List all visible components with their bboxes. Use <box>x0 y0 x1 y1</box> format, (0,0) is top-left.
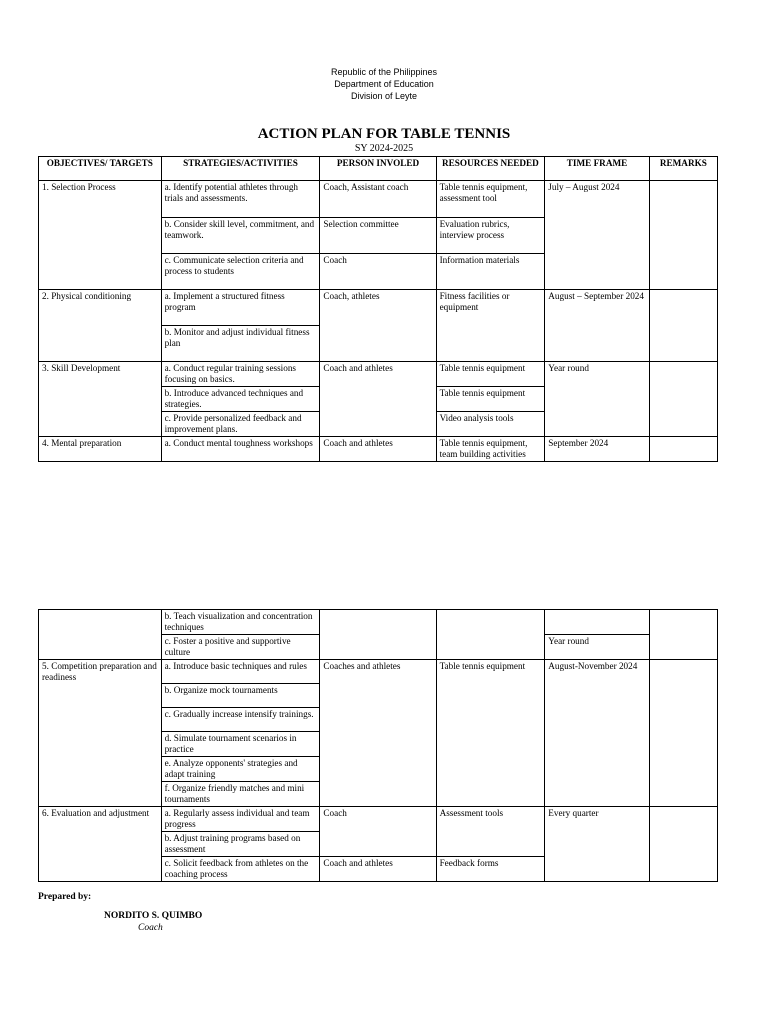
remarks-cell <box>649 362 717 437</box>
strategy-cell: f. Organize friendly matches and mini tournaments <box>161 782 320 807</box>
person-cell: Coach <box>320 807 436 857</box>
col-person: PERSON INVOLED <box>320 157 436 181</box>
strategy-cell: a. Conduct mental toughness workshops <box>161 437 320 462</box>
strategy-cell: d. Simulate tournament scenarios in practice <box>161 732 320 757</box>
time-frame-cell: Year round <box>545 635 649 660</box>
objective-cell: 5. Competition preparation and readiness <box>39 660 162 807</box>
strategy-cell: a. Identify potential athletes through trials and assessments. <box>161 181 320 218</box>
header-line-1: Republic of the Philippines <box>330 67 438 77</box>
remarks-cell <box>649 181 717 290</box>
person-cell <box>320 610 436 660</box>
time-frame-cell: Every quarter <box>545 807 649 882</box>
col-strategies: STRATEGIES/ACTIVITIES <box>161 157 320 181</box>
person-cell: Coaches and athletes <box>320 660 436 807</box>
col-remarks: REMARKS <box>649 157 717 181</box>
strategy-cell: e. Analyze opponents' strategies and adapt training <box>161 757 320 782</box>
strategy-cell: b. Adjust training programs based on assessment <box>161 832 320 857</box>
time-frame-cell: August-November 2024 <box>545 660 649 807</box>
table-row <box>39 290 718 326</box>
person-cell: Coach and athletes <box>320 362 436 437</box>
resource-cell: Table tennis equipment <box>436 362 545 387</box>
remarks-cell <box>649 290 717 362</box>
person-cell: Coach and athletes <box>320 437 436 462</box>
preparer-role: Coach <box>138 923 163 933</box>
strategy-cell: b. Monitor and adjust individual fitness plan <box>161 326 320 362</box>
person-cell: Coach <box>320 254 436 290</box>
resource-cell: Table tennis equipment <box>436 387 545 412</box>
strategy-cell: b. Teach visualization and concentration techniques <box>161 610 320 635</box>
preparer-name: NORDITO S. QUIMBO <box>104 911 203 921</box>
school-year: SY 2024-2025 <box>354 143 414 154</box>
col-resources: RESOURCES NEEDED <box>436 157 545 181</box>
table-row <box>39 610 718 635</box>
objective-cell: 4. Mental preparation <box>39 437 162 462</box>
resource-cell <box>436 610 545 660</box>
table-row <box>39 660 718 684</box>
strategy-cell: b. Organize mock tournaments <box>161 684 320 708</box>
action-plan-table-page2 <box>38 609 718 882</box>
table-row <box>39 807 718 832</box>
table-row <box>39 437 718 462</box>
col-time-frame: TIME FRAME <box>545 157 649 181</box>
header-line-3: Division of Leyte <box>350 91 418 101</box>
action-plan-table-page1 <box>38 156 718 462</box>
time-frame-cell <box>545 610 649 635</box>
resource-cell: Fitness facilities or equipment <box>436 290 545 362</box>
prepared-by-label: Prepared by: <box>38 892 92 902</box>
time-frame-cell: Year round <box>545 362 649 437</box>
objective-cell: 6. Evaluation and adjustment <box>39 807 162 882</box>
strategy-cell: b. Consider skill level, commitment, and teamwork. <box>161 218 320 254</box>
resource-cell: Information materials <box>436 254 545 290</box>
resource-cell: Evaluation rubrics, interview process <box>436 218 545 254</box>
time-frame-cell: August – September 2024 <box>545 290 649 362</box>
resource-cell: Table tennis equipment, assessment tool <box>436 181 545 218</box>
document-title: ACTION PLAN FOR TABLE TENNIS <box>257 126 511 142</box>
strategy-cell: c. Solicit feedback from athletes on the coaching process <box>161 857 320 882</box>
remarks-cell <box>649 660 717 807</box>
strategy-cell: a. Implement a structured fitness program <box>161 290 320 326</box>
time-frame-cell: July – August 2024 <box>545 181 649 290</box>
person-cell: Coach, Assistant coach <box>320 181 436 218</box>
time-frame-cell: September 2024 <box>545 437 649 462</box>
remarks-cell <box>649 437 717 462</box>
objective-cell: 1. Selection Process <box>39 181 162 290</box>
strategy-cell: c. Gradually increase intensify trainings. <box>161 708 320 732</box>
resource-cell: Feedback forms <box>436 857 545 882</box>
objective-cell: 3. Skill Development <box>39 362 162 437</box>
remarks-cell <box>649 807 717 882</box>
resource-cell: Assessment tools <box>436 807 545 857</box>
strategy-cell: a. Regularly assess individual and team progress <box>161 807 320 832</box>
strategy-cell: c. Foster a positive and supportive culture <box>161 635 320 660</box>
objective-cell: 2. Physical conditioning <box>39 290 162 362</box>
objective-cell <box>39 610 162 660</box>
table-header-row <box>39 157 718 181</box>
header-line-2: Department of Education <box>334 79 434 89</box>
strategy-cell: a. Introduce basic techniques and rules <box>161 660 320 684</box>
table-row <box>39 181 718 218</box>
resource-cell: Video analysis tools <box>436 412 545 437</box>
col-objectives: OBJECTIVES/ TARGETS <box>39 157 162 181</box>
resource-cell: Table tennis equipment, team building activities <box>436 437 545 462</box>
person-cell: Coach and athletes <box>320 857 436 882</box>
strategy-cell: c. Communicate selection criteria and process to students <box>161 254 320 290</box>
strategy-cell: a. Conduct regular training sessions focusing on basics. <box>161 362 320 387</box>
strategy-cell: b. Introduce advanced techniques and strategies. <box>161 387 320 412</box>
person-cell: Selection committee <box>320 218 436 254</box>
resource-cell: Table tennis equipment <box>436 660 545 807</box>
strategy-cell: c. Provide personalized feedback and improvement plans. <box>161 412 320 437</box>
remarks-cell <box>649 610 717 660</box>
table-row <box>39 362 718 387</box>
person-cell: Coach, athletes <box>320 290 436 362</box>
